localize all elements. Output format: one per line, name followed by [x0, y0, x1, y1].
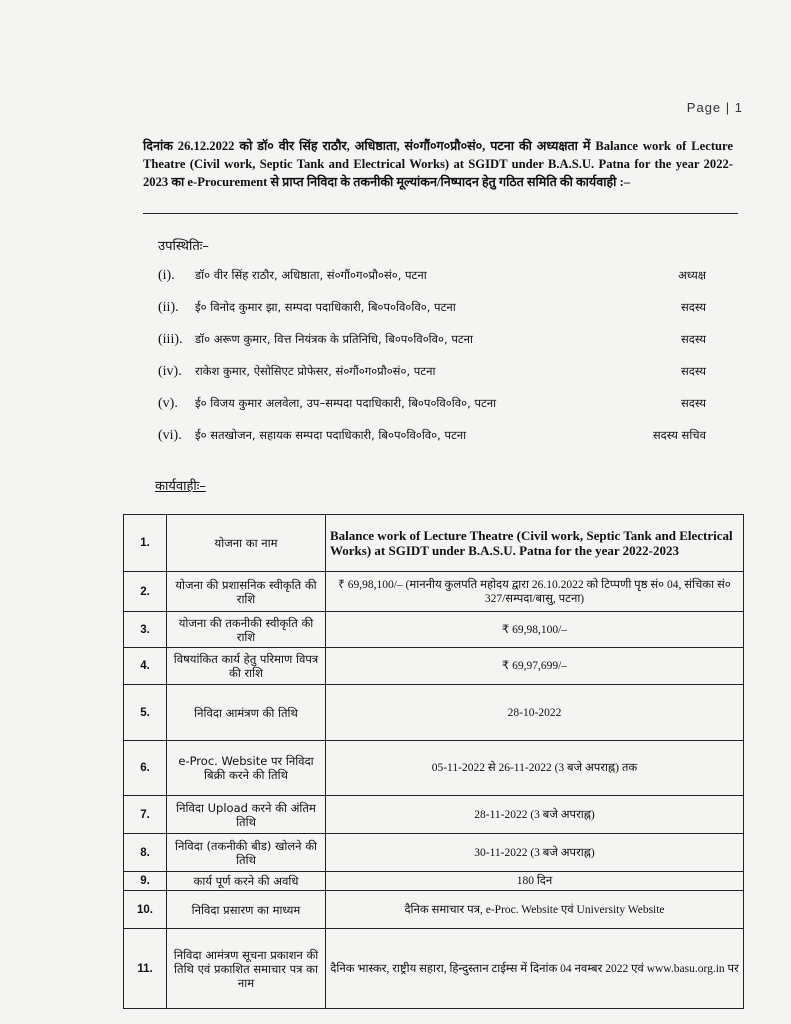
row-number: 7. [124, 796, 167, 834]
row-value: 28-10-2022 [326, 685, 744, 741]
row-number: 5. [124, 685, 167, 741]
member-row [0, 300, 791, 324]
table-row [124, 648, 744, 685]
attendance-title: उपस्थितिः– [158, 239, 209, 254]
table-row [124, 891, 744, 929]
proceedings-title: कार्यवाहीः– [155, 479, 206, 494]
row-item: योजना की प्रशासनिक स्वीकृति की राशि [167, 572, 326, 612]
member-name: ई० विनोद कुमार झा, सम्पदा पदाधिकारी, बि०प०वि०वि०, पटना [195, 300, 456, 314]
row-value: ₹ 69,98,100/– (माननीय कुलपति महोदय द्वारा 26.10.2022 को टिप्पणी पृष्ठ सं० 04, संचिका सं० 327/सम्पदा/बासु, पटना) [326, 572, 744, 612]
table-row [124, 741, 744, 796]
document-heading: दिनांक 26.12.2022 को डॉ० वीर सिंह राठौर, अधिष्ठाता, सं०गौं०ग०प्रौ०सं०, पटना की अध्यक्षता में Balance work of Lecture Theatre (Civil work, Septic Tank and Electrical Works) at SGIDT under B.A.S.U. Patna for the year 2022-2023 का e-Procurement से प्राप्त निविदा के तकनीकी मूल्यांकन/निष्पादन हेतु गठित समिति की कार्यवाही :– [143, 139, 733, 189]
row-number: 1. [124, 515, 167, 572]
member-name: डॉ० अरूण कुमार, वित्त नियंत्रक के प्रतिनिधि, बि०प०वि०वि०, पटना [195, 332, 474, 346]
row-item: निविदा Upload करने की अंतिम तिथि [167, 796, 326, 834]
member-name: डॉ० वीर सिंह राठौर, अधिष्ठाता, सं०गौं०ग०प्रौ०सं०, पटना [195, 268, 427, 282]
row-number: 9. [124, 872, 167, 891]
member-row [0, 268, 791, 292]
member-name: ई० विजय कुमार अलवेला, उप–सम्पदा पदाधिकारी, बि०प०वि०वि०, पटना [195, 396, 497, 410]
row-value: 30-11-2022 (3 बजे अपराह्न) [326, 834, 744, 872]
member-row [0, 396, 791, 420]
page-number: Page | 1 [686, 100, 743, 115]
member-name: राकेश कुमार, ऐसोसिएट प्रोफेसर, सं०गौं०ग०प्रौ०सं०, पटना [195, 364, 436, 378]
row-item: निविदा (तकनीकी बीड) खोलने की तिथि [167, 834, 326, 872]
row-value: दैनिक भास्कर, राष्ट्रीय सहारा, हिन्दुस्तान टाईम्स में दिनांक 04 नवम्बर 2022 एवं www.basu.org.in पर [326, 929, 744, 1009]
row-item: निविदा प्रसारण का माध्यम [167, 891, 326, 929]
row-item: निविदा आमंत्रण सूचना प्रकाशन की तिथि एवं प्रकाशित समाचार पत्र का नाम [167, 929, 326, 1009]
row-number: 2. [124, 572, 167, 612]
row-number: 3. [124, 612, 167, 648]
member-row [0, 332, 791, 356]
row-number: 11. [124, 929, 167, 1009]
member-role: अध्यक्ष [677, 268, 706, 282]
row-item: कार्य पूर्ण करने की अवधि [167, 872, 326, 891]
row-value: ₹ 69,98,100/– [326, 612, 744, 648]
row-value: 28-11-2022 (3 बजे अपराह्न) [326, 796, 744, 834]
row-value: Balance work of Lecture Theatre (Civil work, Septic Tank and Electrical Works) at SGIDT under B.A.S.U. Patna for the year 2022-2023 [326, 515, 744, 572]
table-row [124, 872, 744, 891]
row-item: योजना का नाम [167, 515, 326, 572]
row-value: 05-11-2022 से 26-11-2022 (3 बजे अपराह्न) तक [326, 741, 744, 796]
member-number: (ii). [158, 300, 179, 315]
member-row [0, 364, 791, 388]
row-item: योजना की तकनीकी स्वीकृति की राशि [167, 612, 326, 648]
member-name: ई० सतखोजन, सहायक सम्पदा पदाधिकारी, बि०प०वि०वि०, पटना [195, 428, 467, 442]
row-number: 10. [124, 891, 167, 929]
row-value: ₹ 69,97,699/– [326, 648, 744, 685]
member-number: (iv). [158, 364, 182, 379]
row-number: 6. [124, 741, 167, 796]
member-number: (iii). [158, 332, 183, 347]
member-number: (i). [158, 268, 175, 283]
member-number: (vi). [158, 428, 182, 443]
proceedings-table [123, 514, 744, 1009]
member-row [0, 428, 791, 452]
table-row [124, 612, 744, 648]
heading-divider [143, 213, 738, 214]
row-value: दैनिक समाचार पत्र, e-Proc. Website एवं University Website [326, 891, 744, 929]
row-value: 180 दिन [326, 872, 744, 891]
row-number: 8. [124, 834, 167, 872]
table-row [124, 834, 744, 872]
member-role: सदस्य [680, 300, 706, 314]
member-role: सदस्य सचिव [652, 428, 706, 442]
row-item: निविदा आमंत्रण की तिथि [167, 685, 326, 741]
row-item: e-Proc. Website पर निविदा बिक्री करने की तिथि [167, 741, 326, 796]
table-row [124, 685, 744, 741]
table-row [124, 572, 744, 612]
table-row [124, 515, 744, 572]
member-role: सदस्य [680, 396, 706, 410]
member-number: (v). [158, 396, 178, 411]
table-row [124, 796, 744, 834]
member-role: सदस्य [680, 364, 706, 378]
row-number: 4. [124, 648, 167, 685]
table-row [124, 929, 744, 1009]
member-role: सदस्य [680, 332, 706, 346]
row-item: विषयांकित कार्य हेतु परिमाण विपत्र की राशि [167, 648, 326, 685]
